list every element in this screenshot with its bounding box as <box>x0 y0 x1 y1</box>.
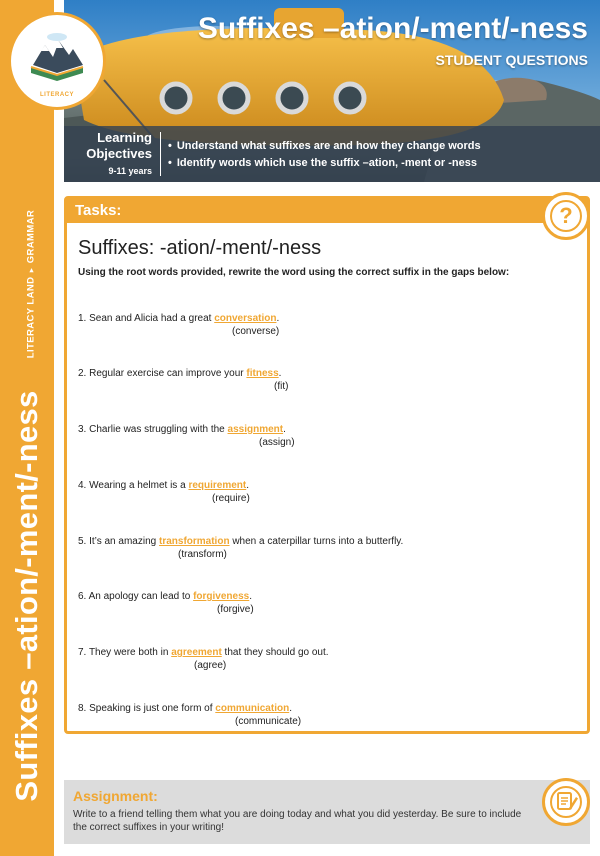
question-text-end: that they should go out. <box>221 647 329 658</box>
literacy-logo <box>8 12 106 110</box>
answer-text: forgiveness <box>193 591 250 602</box>
question-text-end: . <box>249 591 253 602</box>
root-word-4: (require) <box>212 493 250 504</box>
assignment-title: Assignment: <box>73 788 158 804</box>
objectives-label-line2: Objectives <box>86 146 152 161</box>
objectives-divider <box>160 132 161 176</box>
logo-text: LITERACY <box>40 92 74 98</box>
page-title: Suffixes –ation/-ment/-ness <box>197 12 588 45</box>
question-text-end: when a caterpillar turns into a butterfly. <box>229 536 404 547</box>
question-3 <box>78 424 286 435</box>
notepad-pencil-icon <box>554 789 580 815</box>
side-title: Suffixes –ation/-ment/-ness <box>9 390 44 802</box>
assignment-text: Write to a friend telling them what you are doing today and what you did yesterday. Be sure to include the correct suffixes in your writing! <box>73 809 522 833</box>
objectives-list <box>168 138 481 172</box>
breadcrumb-literacy-land: LITERACY LAND <box>25 276 37 359</box>
question-text-end: . <box>278 368 282 379</box>
question-text: 8. Speaking is just one form of <box>78 703 216 714</box>
answer-text: assignment <box>227 424 284 435</box>
assignment-box <box>64 780 590 844</box>
question-2 <box>78 368 281 379</box>
question-text-end: . <box>276 313 280 324</box>
side-breadcrumb <box>26 210 37 358</box>
question-1 <box>78 313 279 324</box>
breadcrumb-grammar: GRAMMAR <box>25 209 37 264</box>
root-word-6: (forgive) <box>217 604 254 615</box>
answer-text: conversation <box>214 313 277 324</box>
objectives-label <box>74 130 152 162</box>
assignment-badge <box>542 778 590 826</box>
root-word-5: (transform) <box>178 549 227 560</box>
question-text: 1. Sean and Alicia had a great <box>78 313 215 324</box>
tasks-label: Tasks: <box>75 202 122 219</box>
question-text: 7. They were both in <box>78 647 172 658</box>
page-subtitle: STUDENT QUESTIONS <box>435 52 588 68</box>
question-text: 5. It’s an amazing <box>78 536 159 547</box>
answer-text: communication <box>215 703 290 714</box>
question-text-end: . <box>246 480 250 491</box>
root-word-1: (converse) <box>232 326 280 337</box>
question-7 <box>78 647 329 658</box>
objectives-label-line1: Learning <box>97 130 152 145</box>
question-4 <box>78 480 249 491</box>
objective-item: • Identify words which use the suffix –ation, -ment or -ness <box>168 155 481 172</box>
root-word-8: (communicate) <box>235 716 302 727</box>
question-mark-icon: ? <box>550 200 582 232</box>
question-text: 3. Charlie was struggling with the <box>78 424 228 435</box>
breadcrumb-arrow-icon: ► <box>28 266 36 274</box>
answer-text: requirement <box>188 480 247 491</box>
question-text: 4. Wearing a helmet is a <box>78 480 189 491</box>
answer-text: agreement <box>171 647 222 658</box>
answer-text: fitness <box>246 368 279 379</box>
question-text: 6. An apology can lead to <box>78 591 194 602</box>
header-banner <box>64 0 600 182</box>
question-badge <box>542 192 590 240</box>
question-8 <box>78 703 292 714</box>
tasks-instructions: Using the root words provided, rewrite the word using the correct suffix in the gaps below: <box>78 267 510 278</box>
question-5 <box>78 536 403 547</box>
answer-text: transformation <box>158 536 230 547</box>
question-text-end: . <box>289 703 292 714</box>
objective-item: • Understand what suffixes are and how they change words <box>168 138 481 155</box>
question-text-end: . <box>283 424 286 435</box>
root-word-3: (assign) <box>259 437 295 448</box>
age-range: 9-11 years <box>108 166 152 176</box>
question-6 <box>78 591 252 602</box>
tasks-card <box>64 196 590 734</box>
root-word-7: (agree) <box>194 660 227 671</box>
tasks-title: Suffixes: -ation/-ment/-ness <box>78 237 322 259</box>
tasks-header <box>67 199 587 223</box>
root-word-2: (fit) <box>274 381 289 392</box>
question-text: 2. Regular exercise can improve your <box>78 368 247 379</box>
